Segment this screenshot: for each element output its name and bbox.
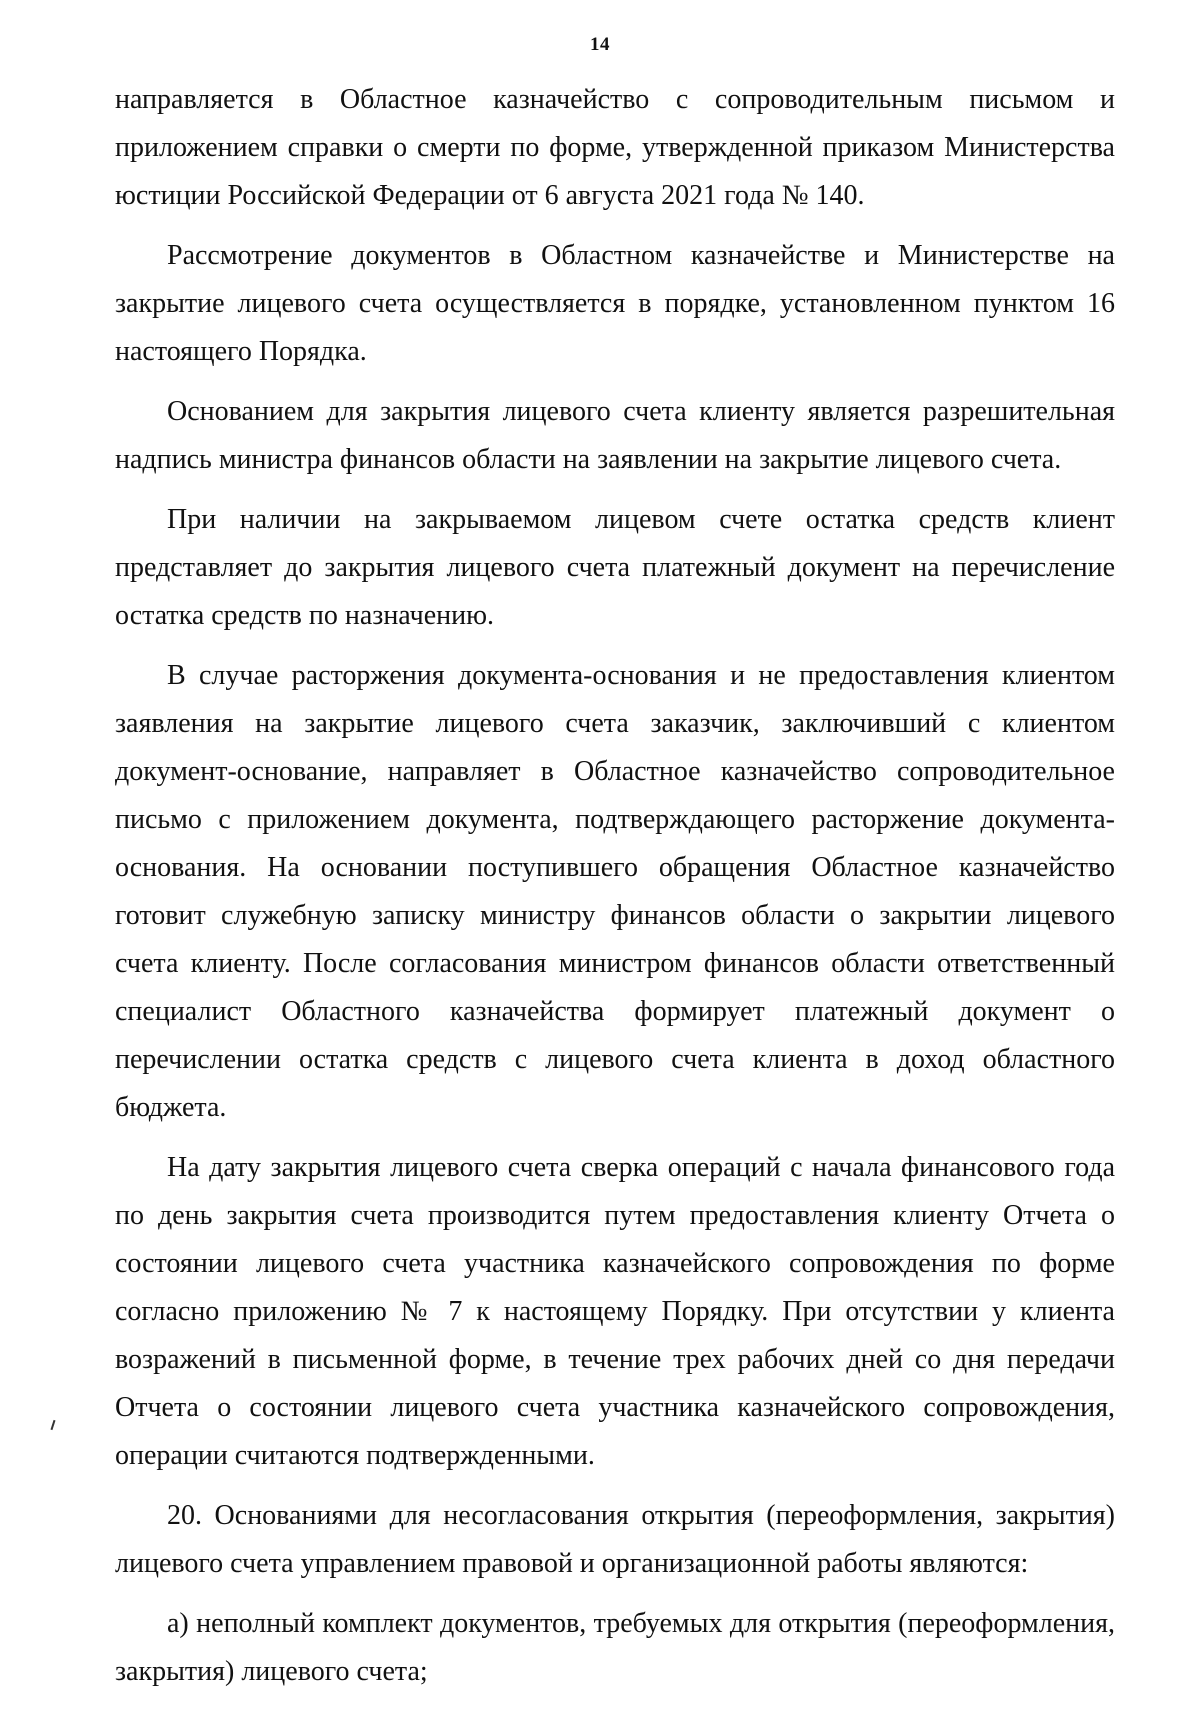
scan-margin-mark: [51, 1420, 56, 1430]
paragraph-item-20-a: а) неполный комплект документов, требуемых для открытия (переоформления, закрытия) лицевого счета;: [115, 1608, 1115, 1687]
document-body: [115, 76, 1115, 1708]
page-number: 14: [590, 34, 610, 55]
paragraph-continuation: направляется в Областное казначейство с сопроводительным письмом и приложением справки о смерти по форме, утвержденной приказом Министерства юстиции Российской Федерации от 6 августа 2021 года № 140.: [115, 84, 1115, 211]
paragraph-review-of-documents: Рассмотрение документов в Областном казначействе и Министерстве на закрытие лицевого счета осуществляется в порядке, установленном пунктом 16 настоящего Порядка.: [115, 240, 1115, 367]
paragraph-item-20: 20. Основаниями для несогласования открытия (переоформления, закрытия) лицевого счета управлением правовой и организационной работы являются:: [115, 1500, 1115, 1579]
paragraph-contract-termination: В случае расторжения документа-основания и не предоставления клиентом заявления на закрытие лицевого счета заказчик, заключивший с клиентом документ-основание, направляет в Областное казначейство сопроводительное письмо с приложением документа, подтверждающего расторжение документа-основания. На основании поступившего обращения Областное казначейство готовит служебную записку министру финансов области о закрытии лицевого счета клиенту. После согласования министром финансов области ответственный специалист Областного казначейства формирует платежный документ о перечислении остатка средств с лицевого счета клиента в доход областного бюджета.: [115, 660, 1115, 1123]
paragraph-remaining-balance: При наличии на закрываемом лицевом счете остатка средств клиент представляет до закрытия лицевого счета платежный документ на перечисление остатка средств по назначению.: [115, 504, 1115, 631]
paragraph-closure-grounds: Основанием для закрытия лицевого счета клиенту является разрешительная надпись министра финансов области на заявлении на закрытие лицевого счета.: [115, 396, 1115, 475]
paragraph-reconciliation: На дату закрытия лицевого счета сверка операций с начала финансового года по день закрытия счета производится путем предоставления клиенту Отчета о состоянии лицевого счета участника казначейского сопровождения по форме согласно приложению № 7 к настоящему Порядку. При отсутствии у клиента возражений в письменной форме, в течение трех рабочих дней со дня передачи Отчета о состоянии лицевого счета участника казначейского сопровождения, операции считаются подтвержденными.: [115, 1152, 1115, 1471]
